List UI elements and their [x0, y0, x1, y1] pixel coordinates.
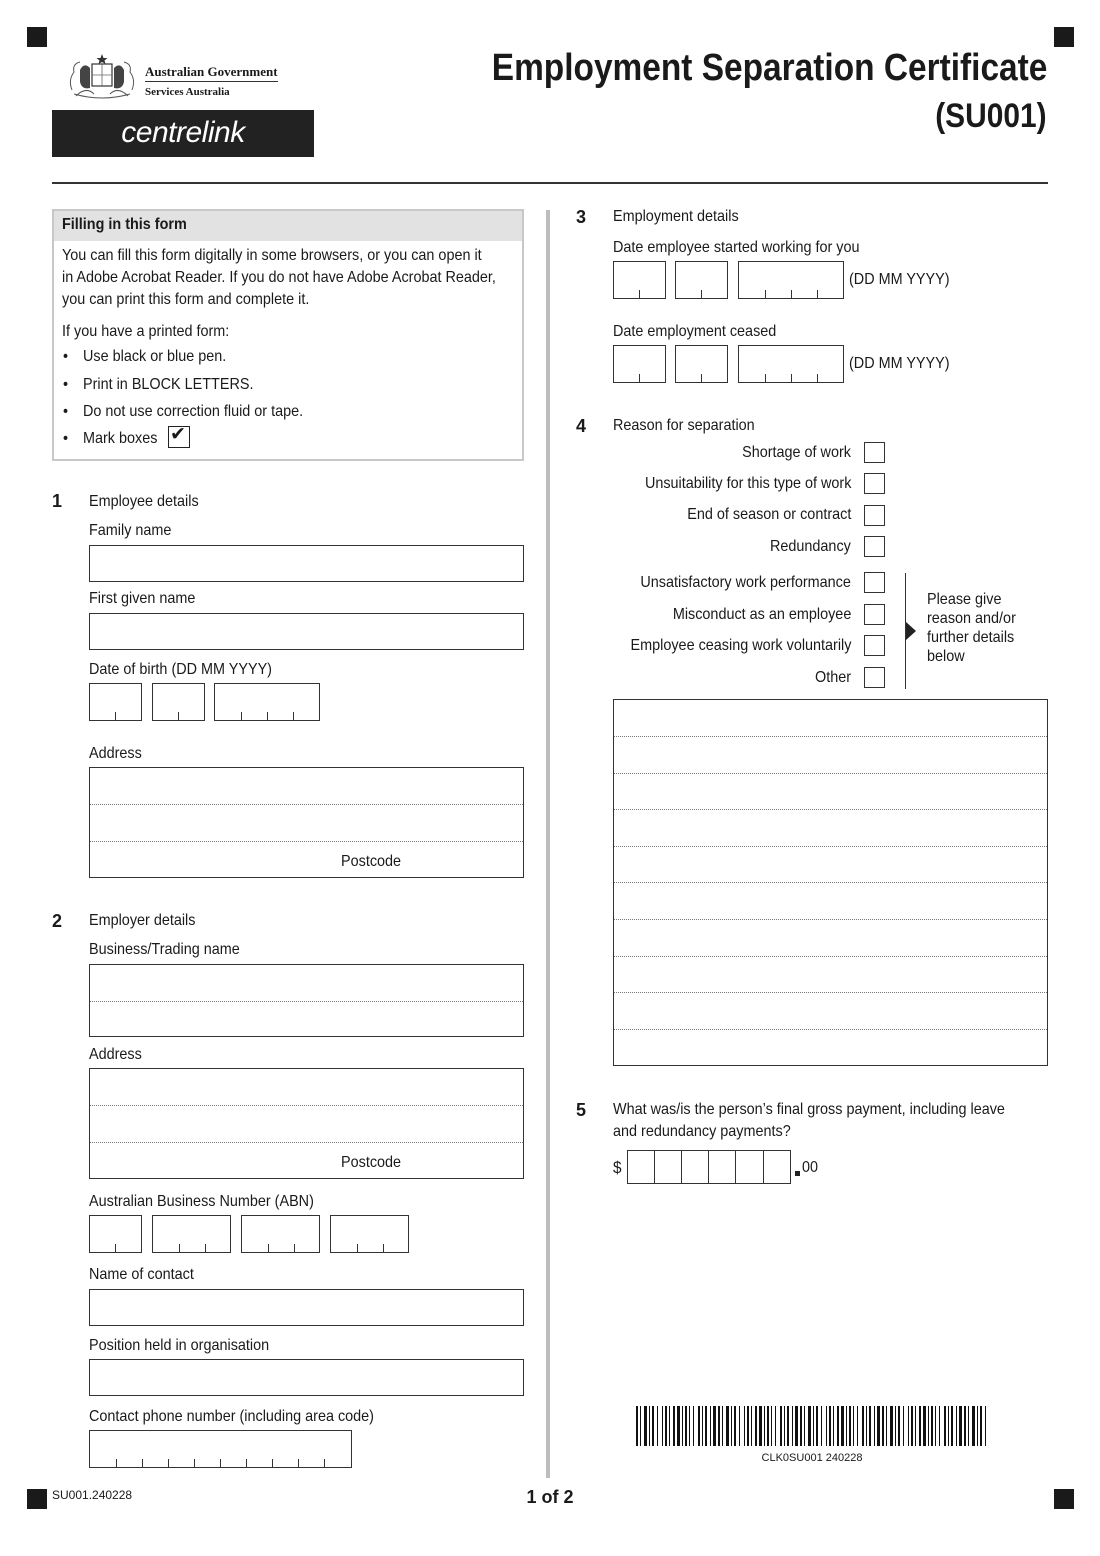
barcode-bar	[849, 1406, 851, 1446]
info-bullet: Mark boxes	[83, 430, 158, 447]
reason-note-line: Please give	[927, 591, 1002, 608]
barcode-bar	[767, 1406, 769, 1446]
barcode-bar	[751, 1406, 752, 1446]
barcode-bar	[959, 1406, 962, 1446]
barcode-bar	[747, 1406, 749, 1446]
info-bullet: Use black or blue pen.	[83, 348, 227, 365]
bracket-arrow-icon	[906, 622, 916, 640]
barcode-bar	[874, 1406, 875, 1446]
barcode-bar	[722, 1406, 723, 1446]
payment-field[interactable]	[627, 1150, 791, 1184]
barcode-bar	[702, 1406, 703, 1446]
barcode-bar	[795, 1406, 798, 1446]
ceased-format-hint: (DD MM YYYY)	[849, 355, 950, 372]
registration-mark-top-right	[1054, 27, 1074, 47]
barcode-bar	[956, 1406, 957, 1446]
q5-question-line1: What was/is the person’s final gross payment, including leave	[613, 1101, 1005, 1118]
centrelink-logo	[52, 110, 314, 157]
barcode-bar	[911, 1406, 913, 1446]
page-title: Employment Separation Certificate	[491, 47, 1047, 89]
barcode	[636, 1406, 988, 1446]
barcode-bar	[903, 1406, 904, 1446]
dob-label: Date of birth (DD MM YYYY)	[89, 661, 272, 678]
ceased-day-field[interactable]	[613, 345, 666, 383]
barcode-bar	[944, 1406, 946, 1446]
barcode-bar	[939, 1406, 940, 1446]
form-reference: SU001.240228	[52, 1488, 133, 1502]
currency-symbol: $	[613, 1158, 622, 1177]
dob-year-field[interactable]	[214, 683, 320, 721]
employee-address-label: Address	[89, 745, 142, 762]
abn-field-4[interactable]	[330, 1215, 409, 1253]
reason-label-other: Other	[814, 669, 851, 686]
barcode-bar	[780, 1406, 782, 1446]
employer-address-label: Address	[89, 1046, 142, 1063]
barcode-bar	[813, 1406, 814, 1446]
barcode-bar	[866, 1406, 867, 1446]
dob-day-field[interactable]	[89, 683, 142, 721]
gov-line-2: Services Australia	[145, 86, 230, 98]
decimal-point	[795, 1171, 800, 1176]
example-checkbox	[168, 426, 190, 448]
barcode-bar	[853, 1406, 854, 1446]
bullet-icon: •	[63, 430, 69, 447]
barcode-bar	[640, 1406, 641, 1446]
barcode-bar	[792, 1406, 793, 1446]
barcode-bar	[682, 1406, 683, 1446]
info-heading: Filling in this form	[62, 216, 187, 233]
phone-label: Contact phone number (including area code)	[89, 1408, 374, 1425]
barcode-bar	[759, 1406, 762, 1446]
barcode-bar	[908, 1406, 909, 1446]
barcode-bar	[713, 1406, 716, 1446]
barcode-bar	[734, 1406, 736, 1446]
barcode-bar	[800, 1406, 802, 1446]
barcode-bar	[787, 1406, 789, 1446]
barcode-bar	[935, 1406, 936, 1446]
contact-name-field[interactable]	[89, 1289, 524, 1326]
position-label: Position held in organisation	[89, 1337, 270, 1354]
reason-checkbox-misconduct[interactable]	[864, 604, 885, 625]
reason-note-line: further details	[927, 629, 1015, 646]
gov-divider	[145, 81, 278, 82]
family-name-field[interactable]	[89, 545, 524, 582]
gov-line-1: Australian Government	[145, 64, 278, 79]
reason-label-voluntary: Employee ceasing work voluntarily	[630, 637, 851, 654]
barcode-bar	[985, 1406, 986, 1446]
reason-note	[927, 590, 1016, 666]
barcode-bar	[951, 1406, 953, 1446]
started-day-field[interactable]	[613, 261, 666, 299]
barcode-bar	[869, 1406, 871, 1446]
barcode-text: CLK0SU001 240228	[761, 1452, 863, 1464]
barcode-bar	[898, 1406, 900, 1446]
barcode-bar	[877, 1406, 880, 1446]
registration-mark-top-left	[27, 27, 47, 47]
barcode-bar	[665, 1406, 667, 1446]
brand-text: centrelink	[121, 116, 245, 149]
barcode-bar	[972, 1406, 975, 1446]
reason-checkbox-redundancy[interactable]	[864, 536, 885, 557]
first-given-name-label: First given name	[89, 590, 196, 607]
started-month-field[interactable]	[675, 261, 728, 299]
barcode-bar	[662, 1406, 663, 1446]
abn-field-1[interactable]	[89, 1215, 142, 1253]
q3-number: 3	[576, 207, 587, 227]
barcode-bar	[657, 1406, 658, 1446]
q2-title: Employer details	[89, 912, 196, 929]
barcode-bar	[673, 1406, 675, 1446]
barcode-bar	[915, 1406, 916, 1446]
barcode-bar	[652, 1406, 654, 1446]
abn-label: Australian Business Number (ABN)	[89, 1193, 314, 1210]
reason-details-field[interactable]	[613, 699, 1048, 1066]
reason-checkbox-unsatisfactory[interactable]	[864, 572, 885, 593]
barcode-bar	[886, 1406, 887, 1446]
barcode-bar	[895, 1406, 896, 1446]
barcode-bar	[710, 1406, 711, 1446]
registration-mark-bottom-right	[1054, 1489, 1074, 1509]
q4-number: 4	[576, 416, 587, 436]
q5-number: 5	[576, 1100, 587, 1120]
barcode-bar	[980, 1406, 982, 1446]
column-divider	[546, 210, 550, 1478]
barcode-bar	[948, 1406, 949, 1446]
info-para1-line2: in Adobe Acrobat Reader. If you do not have Adobe Acrobat Reader,	[62, 269, 496, 286]
employer-address-field[interactable]	[89, 1068, 524, 1179]
barcode-bar	[669, 1406, 670, 1446]
info-para2: If you have a printed form:	[62, 323, 230, 340]
barcode-bar	[964, 1406, 966, 1446]
barcode-bar	[644, 1406, 647, 1446]
registration-mark-bottom-left	[27, 1489, 47, 1509]
reason-note-line: reason and/or	[927, 610, 1016, 627]
info-para1-line3: you can print this form and complete it.	[62, 291, 310, 308]
q1-title: Employee details	[89, 493, 199, 510]
q3-title: Employment details	[613, 208, 739, 225]
ceased-month-field[interactable]	[675, 345, 728, 383]
barcode-bar	[685, 1406, 687, 1446]
contact-name-label: Name of contact	[89, 1266, 194, 1283]
barcode-bar	[931, 1406, 933, 1446]
barcode-bar	[744, 1406, 745, 1446]
reason-checkbox-unsuitability[interactable]	[864, 473, 885, 494]
ceased-label: Date employment ceased	[613, 323, 777, 340]
barcode-bar	[808, 1406, 811, 1446]
ceased-year-field[interactable]	[738, 345, 844, 383]
barcode-bar	[923, 1406, 926, 1446]
header-rule	[52, 182, 1048, 184]
dob-month-field[interactable]	[152, 683, 205, 721]
reason-checkbox-shortage[interactable]	[864, 442, 885, 463]
position-field[interactable]	[89, 1359, 524, 1396]
barcode-bar	[755, 1406, 757, 1446]
employee-postcode-label: Postcode	[341, 853, 402, 870]
barcode-bar	[977, 1406, 978, 1446]
barcode-bar	[698, 1406, 700, 1446]
reason-note-line: below	[927, 648, 965, 665]
abn-field-2[interactable]	[152, 1215, 231, 1253]
coat-of-arms-icon	[66, 50, 138, 102]
started-format-hint: (DD MM YYYY)	[849, 271, 950, 288]
barcode-bar	[821, 1406, 822, 1446]
reason-label-misconduct: Misconduct as an employee	[672, 606, 851, 623]
q4-title: Reason for separation	[613, 417, 755, 434]
family-name-label: Family name	[89, 522, 172, 539]
reason-label-shortage: Shortage of work	[742, 444, 851, 461]
barcode-bar	[857, 1406, 858, 1446]
barcode-bar	[862, 1406, 864, 1446]
barcode-bar	[919, 1406, 921, 1446]
employer-postcode-label: Postcode	[341, 1154, 402, 1171]
barcode-bar	[718, 1406, 720, 1446]
q1-number: 1	[52, 491, 63, 511]
business-name-label: Business/Trading name	[89, 941, 240, 958]
barcode-bar	[968, 1406, 969, 1446]
info-para1-line1: You can fill this form digitally in some browsers, or you can open it	[62, 247, 482, 264]
barcode-bar	[739, 1406, 740, 1446]
q2-number: 2	[52, 911, 63, 931]
barcode-bar	[928, 1406, 929, 1446]
barcode-bar	[705, 1406, 707, 1446]
bullet-icon: •	[63, 348, 69, 365]
barcode-bar	[649, 1406, 650, 1446]
barcode-bar	[693, 1406, 694, 1446]
reason-label-unsatisfactory: Unsatisfactory work performance	[640, 574, 851, 591]
page-number: 1 of 2	[526, 1487, 574, 1507]
barcode-bar	[726, 1406, 729, 1446]
info-bullet: Print in BLOCK LETTERS.	[83, 376, 254, 393]
barcode-bar	[771, 1406, 772, 1446]
reason-checkbox-voluntary[interactable]	[864, 635, 885, 656]
employee-address-field[interactable]	[89, 767, 524, 878]
barcode-bar	[636, 1406, 638, 1446]
barcode-bar	[882, 1406, 884, 1446]
reason-label-end-of-season: End of season or contract	[686, 506, 851, 523]
reason-checkbox-end-of-season[interactable]	[864, 505, 885, 526]
bullet-icon: •	[63, 376, 69, 393]
barcode-bar	[804, 1406, 805, 1446]
form-code: (SU001)	[935, 97, 1047, 135]
barcode-bar	[829, 1406, 831, 1446]
barcode-bar	[731, 1406, 732, 1446]
cents-label: 00	[802, 1159, 819, 1176]
barcode-bar	[784, 1406, 785, 1446]
first-given-name-field[interactable]	[89, 613, 524, 650]
barcode-bar	[689, 1406, 690, 1446]
barcode-bar	[764, 1406, 765, 1446]
started-label: Date employee started working for you	[613, 239, 860, 256]
abn-field-3[interactable]	[241, 1215, 320, 1253]
barcode-bar	[833, 1406, 834, 1446]
phone-field[interactable]	[89, 1430, 352, 1468]
barcode-bar	[826, 1406, 827, 1446]
barcode-bar	[841, 1406, 844, 1446]
bullet-icon: •	[63, 403, 69, 420]
barcode-bar	[816, 1406, 818, 1446]
check-icon: ✔	[170, 424, 186, 445]
barcode-bar	[775, 1406, 776, 1446]
barcode-bar	[837, 1406, 839, 1446]
barcode-bar	[890, 1406, 893, 1446]
reason-label-redundancy: Redundancy	[770, 538, 851, 555]
barcode-bar	[846, 1406, 847, 1446]
barcode-bar	[677, 1406, 680, 1446]
info-bullet: Do not use correction fluid or tape.	[83, 403, 304, 420]
reason-checkbox-other[interactable]	[864, 667, 885, 688]
q5-question-line2: and redundancy payments?	[613, 1123, 791, 1140]
started-year-field[interactable]	[738, 261, 844, 299]
business-name-field[interactable]	[89, 964, 524, 1037]
reason-label-unsuitability: Unsuitability for this type of work	[644, 475, 851, 492]
